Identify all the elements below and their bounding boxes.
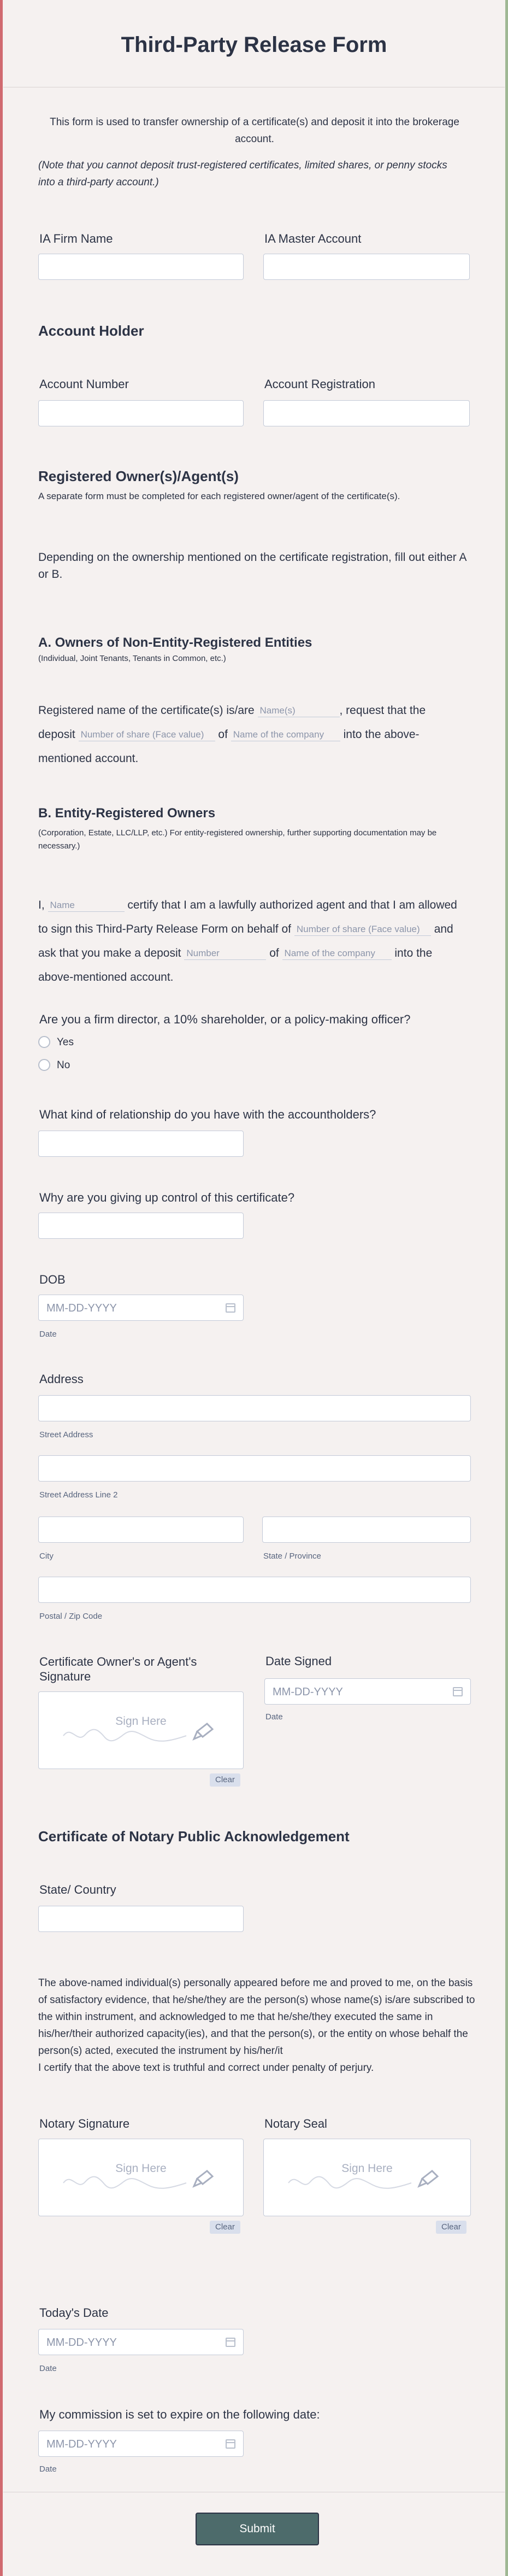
section-a-subtext: (Individual, Joint Tenants, Tenants in Common, etc.) xyxy=(38,654,226,663)
notary-statement-text: The above-named individual(s) personally appeared before me and proved to me, on the basis of satisfactory evidence, that he/she/they are the person(s) whose name(s) is/are subscribed to the within instrument, and acknowledged to me that he/she/they executed the same in his/her/their authorized capacity(ies), and that the person(s), or the entity on whose behalf the person(s) acted, executed the instrument by his/her/it xyxy=(38,1977,475,2057)
why-giving-up-question: Why are you giving up control of this certificate? xyxy=(39,1191,295,1204)
section-b-statement xyxy=(38,893,475,990)
section-b-text-7: into the xyxy=(394,947,433,959)
form-intro: This form is used to transfer ownership of a certificate(s) and deposit it into the brokerage account. xyxy=(50,116,459,145)
account-number-label: Account Number xyxy=(39,377,129,391)
state-country-input[interactable] xyxy=(38,1906,244,1932)
registered-names-input[interactable]: Name(s) xyxy=(258,705,340,717)
calendar-icon[interactable] xyxy=(453,1687,463,1696)
calendar-icon[interactable] xyxy=(226,2338,235,2347)
commission-label: My commission is set to expire on the following date: xyxy=(39,2408,320,2421)
todays-date-placeholder: MM-DD-YYYY xyxy=(46,2337,117,2349)
dob-placeholder: MM-DD-YYYY xyxy=(46,1302,117,1314)
owner-signature-label: Certificate Owner's or Agent's Signature xyxy=(39,1655,197,1683)
owner-signature-clear-button[interactable]: Clear xyxy=(210,1773,240,1787)
ia-master-account-input[interactable] xyxy=(263,254,470,280)
todays-date-label: Today's Date xyxy=(39,2306,109,2320)
calendar-icon[interactable] xyxy=(226,2439,235,2449)
todays-date-input[interactable] xyxy=(38,2329,244,2355)
ia-firm-name-label: IA Firm Name xyxy=(39,232,113,245)
sign-here-text: Sign Here xyxy=(341,2162,393,2175)
section-b-text-1: I, xyxy=(38,899,45,911)
section-a-text-6: mentioned account. xyxy=(38,752,139,765)
street-address-2-sublabel: Street Address Line 2 xyxy=(39,1490,118,1500)
state-sublabel: State / Province xyxy=(263,1552,321,1561)
dob-input[interactable] xyxy=(38,1295,244,1321)
share-number-b-input[interactable]: Number of share (Face value) xyxy=(294,923,431,936)
commission-date-input[interactable] xyxy=(38,2431,244,2457)
commission-date-sublabel: Date xyxy=(39,2464,57,2474)
commission-date-placeholder: MM-DD-YYYY xyxy=(46,2438,117,2450)
company-name-input[interactable]: Name of the company xyxy=(231,729,340,741)
form-page xyxy=(3,0,505,2576)
section-b-text-8: above-mentioned account. xyxy=(38,971,174,983)
firm-director-question: Are you a firm director, a 10% shareholder, or a policy-making officer? xyxy=(39,1012,411,1026)
account-registration-input[interactable] xyxy=(263,400,470,426)
account-registration-label: Account Registration xyxy=(264,377,375,391)
signature-scribble-icon xyxy=(61,1719,225,1752)
notary-heading: Certificate of Notary Public Acknowledgement xyxy=(38,1828,350,1845)
city-input[interactable] xyxy=(38,1517,244,1543)
ia-master-account-label: IA Master Account xyxy=(264,232,362,245)
company-name-b-input[interactable]: Name of the company xyxy=(282,947,392,960)
radio-yes-label: Yes xyxy=(57,1037,74,1048)
submit-button[interactable]: Submit xyxy=(196,2513,319,2545)
notary-certify-text: I certify that the above text is truthful and correct under penalty of perjury. xyxy=(38,2062,374,2074)
city-sublabel: City xyxy=(39,1552,54,1561)
date-signed-label: Date Signed xyxy=(265,1654,332,1668)
section-a-text-1: Registered name of the certificate(s) is/are xyxy=(38,704,255,717)
state-country-label: State/ Country xyxy=(39,1883,116,1896)
section-b-subtext: (Corporation, Estate, LLC/LLP, etc.) For entity-registered ownership, further supporting documentation may be necessary.) xyxy=(38,828,437,851)
share-number-input[interactable]: Number of share (Face value) xyxy=(79,729,215,741)
agent-name-input[interactable]: Name xyxy=(48,899,125,912)
state-input[interactable] xyxy=(262,1517,471,1543)
signature-scribble-icon xyxy=(61,2167,225,2199)
notary-seal-clear-button[interactable]: Clear xyxy=(436,2221,466,2234)
notary-seal-pad[interactable] xyxy=(263,2139,471,2216)
section-a-statement xyxy=(38,699,470,771)
notary-signature-pad[interactable] xyxy=(38,2139,244,2216)
section-a-text-3: deposit xyxy=(38,728,75,741)
dob-label: DOB xyxy=(39,1273,66,1286)
address-label: Address xyxy=(39,1372,84,1386)
ownership-instruction: Depending on the ownership mentioned on the certificate registration, fill out either A or B. xyxy=(38,551,466,581)
section-a-text-2: , request that the xyxy=(339,704,426,717)
account-holder-heading: Account Holder xyxy=(38,323,144,339)
street-address-input[interactable] xyxy=(38,1395,471,1421)
form-header xyxy=(3,0,505,87)
section-a-text-5: into the above- xyxy=(343,728,420,741)
section-b-text-5: ask that you make a deposit xyxy=(38,947,181,959)
radio-no-label: No xyxy=(57,1059,70,1071)
street-address-sublabel: Street Address xyxy=(39,1430,93,1439)
section-b-text-4: and xyxy=(434,923,453,935)
section-b-text-6: of xyxy=(269,947,279,959)
why-giving-up-input[interactable] xyxy=(38,1213,244,1239)
registered-owners-heading: Registered Owner(s)/Agent(s) xyxy=(38,468,239,484)
owner-signature-pad[interactable] xyxy=(38,1691,244,1769)
signature-scribble-icon xyxy=(286,2167,450,2199)
dob-sublabel: Date xyxy=(39,1330,57,1339)
section-a-heading: A. Owners of Non-Entity-Registered Entities xyxy=(38,635,312,650)
section-b-text-2: certify that I am a lawfully authorized agent and that I am allowed xyxy=(127,899,457,911)
date-signed-sublabel: Date xyxy=(265,1712,283,1722)
section-b-text-3: to sign this Third-Party Release Form on behalf of xyxy=(38,923,291,935)
account-number-input[interactable] xyxy=(38,400,244,426)
calendar-icon[interactable] xyxy=(226,1303,235,1313)
relationship-input[interactable] xyxy=(38,1131,244,1157)
todays-date-sublabel: Date xyxy=(39,2364,57,2373)
sign-here-text: Sign Here xyxy=(115,1715,167,1728)
radio-yes[interactable] xyxy=(38,1036,50,1048)
notary-seal-label: Notary Seal xyxy=(264,2117,327,2130)
ia-firm-name-input[interactable] xyxy=(38,254,244,280)
section-b-heading: B. Entity-Registered Owners xyxy=(38,806,216,821)
street-address-2-input[interactable] xyxy=(38,1455,471,1482)
form-note: (Note that you cannot deposit trust-registered certificates, limited shares, or penny stocks into a third-party account.) xyxy=(38,160,447,188)
radio-no[interactable] xyxy=(38,1059,50,1071)
sign-here-text: Sign Here xyxy=(115,2162,167,2175)
date-signed-placeholder: MM-DD-YYYY xyxy=(273,1686,343,1698)
postal-code-input[interactable] xyxy=(38,1577,471,1603)
relationship-question: What kind of relationship do you have with the accountholders? xyxy=(39,1108,376,1121)
notary-signature-clear-button[interactable]: Clear xyxy=(210,2221,240,2234)
deposit-number-input[interactable]: Number xyxy=(184,947,266,960)
postal-code-sublabel: Postal / Zip Code xyxy=(39,1612,103,1621)
form-title: Third-Party Release Form xyxy=(121,33,387,57)
registered-owners-subtext: A separate form must be completed for each registered owner/agent of the certificate(s). xyxy=(38,491,400,501)
section-a-text-4: of xyxy=(218,728,228,741)
notary-signature-label: Notary Signature xyxy=(39,2117,130,2130)
notary-statement xyxy=(38,1975,475,2076)
date-signed-input[interactable] xyxy=(264,1678,471,1705)
